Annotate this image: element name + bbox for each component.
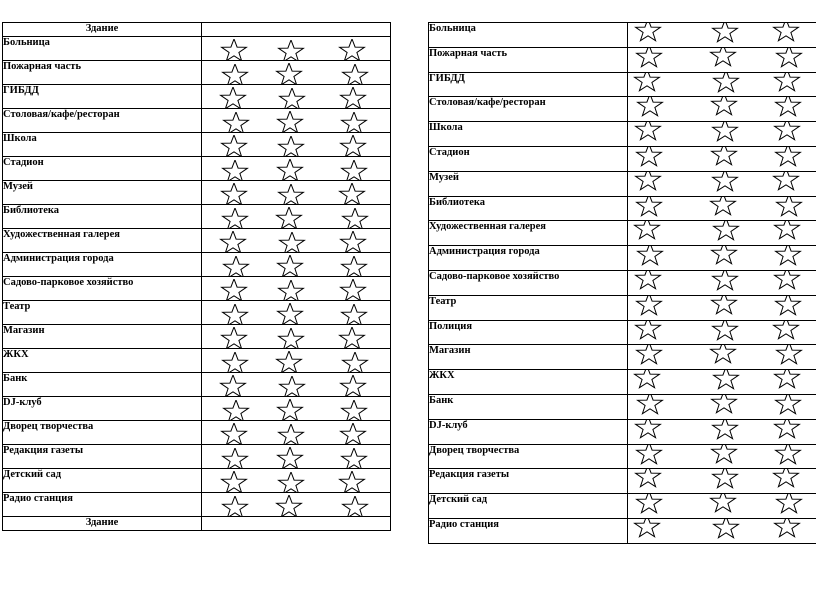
star-icon[interactable] [707,419,743,443]
star-rating[interactable] [628,494,816,519]
star-icon[interactable] [272,447,308,469]
star-icon[interactable] [705,494,741,517]
table-row [429,196,816,221]
star-icon[interactable] [216,135,252,157]
star-icon[interactable] [768,469,804,492]
table-row [3,469,391,493]
star-icon[interactable] [631,196,667,220]
star-icon[interactable] [215,87,251,109]
star-icon[interactable] [217,448,253,469]
star-icon[interactable] [705,196,741,219]
star-icon[interactable] [335,375,371,397]
star-rating[interactable] [628,345,816,370]
star-rating[interactable] [202,37,391,61]
star-icon[interactable] [272,159,308,181]
star-icon[interactable] [707,23,743,47]
star-icon[interactable] [769,370,805,393]
star-icon[interactable] [334,327,370,349]
star-rating[interactable] [202,253,391,277]
star-rating[interactable] [202,325,391,349]
star-icon[interactable] [217,64,253,85]
star-rating[interactable] [628,320,816,345]
building-name: Стадион [429,146,628,171]
table-row [3,349,391,373]
star-icon[interactable] [631,146,667,170]
star-icon[interactable] [631,295,667,319]
star-icon[interactable] [770,97,806,121]
table-row [429,221,816,246]
star-icon[interactable] [337,208,373,229]
star-rating[interactable] [628,394,816,419]
star-icon[interactable] [215,231,251,253]
star-rating[interactable] [628,419,816,444]
table-row [3,229,391,253]
building-name: Администрация города [3,253,202,277]
star-icon[interactable] [770,444,806,468]
star-rating[interactable] [628,122,816,147]
star-rating[interactable] [628,196,816,221]
table-row [3,133,391,157]
building-name: Театр [429,295,628,320]
table-row [3,157,391,181]
building-name: Больница [3,37,202,61]
column-footer-building: Здание [3,517,202,531]
star-rating[interactable] [202,109,391,133]
building-name: ЖКХ [429,370,628,395]
table-row [3,445,391,469]
star-icon[interactable] [272,399,308,421]
star-icon[interactable] [272,303,308,325]
star-icon[interactable] [630,270,666,293]
star-icon[interactable] [769,419,805,442]
building-name: ГИБДД [3,85,202,109]
star-icon[interactable] [769,122,805,145]
building-name: Библиотека [429,196,628,221]
building-name: Дворец творчества [429,444,628,469]
building-name: Художественная галерея [3,229,202,253]
star-icon[interactable] [631,444,667,468]
star-icon[interactable] [630,122,666,145]
table-row [3,205,391,229]
table-header-row [3,23,391,37]
star-icon[interactable] [706,295,742,318]
building-name: Музей [429,171,628,196]
star-icon[interactable] [337,64,373,85]
column-header-building: Здание [3,23,202,37]
star-icon[interactable] [770,146,806,170]
star-icon[interactable] [771,196,807,220]
star-icon[interactable] [216,39,252,61]
star-icon[interactable] [217,496,253,517]
building-name: Театр [3,301,202,325]
star-icon[interactable] [217,208,253,229]
star-icon[interactable] [218,112,254,133]
table-row [3,493,391,517]
star-icon[interactable] [273,184,309,205]
building-name: Стадион [3,157,202,181]
building-name: Редакция газеты [429,469,628,494]
table-footer-row [3,517,391,531]
star-icon[interactable] [336,400,372,421]
star-icon[interactable] [707,122,743,146]
star-icon[interactable] [706,394,742,417]
star-icon[interactable] [336,160,372,181]
column-header-rating [202,23,391,37]
star-icon[interactable] [630,23,666,46]
table-row [3,181,391,205]
table-row [429,370,816,395]
table-row [429,518,816,543]
star-icon[interactable] [217,304,253,325]
star-icon[interactable] [769,270,805,293]
star-rating[interactable] [202,373,391,397]
star-icon[interactable] [708,72,744,96]
table-row [3,301,391,325]
star-icon[interactable] [771,494,807,518]
table-row [429,469,816,494]
table-row [429,419,816,444]
building-name: Столовая/кафе/ресторан [429,97,628,122]
star-icon[interactable] [708,518,744,542]
star-icon[interactable] [630,419,666,442]
star-icon[interactable] [770,295,806,319]
building-name: Детский сад [429,494,628,519]
star-rating[interactable] [628,171,816,196]
star-icon[interactable] [274,376,310,397]
star-icon[interactable] [335,231,371,253]
table-row [3,373,391,397]
star-rating[interactable] [628,270,816,295]
star-icon[interactable] [707,171,743,195]
table-row [429,444,816,469]
table-row [429,270,816,295]
star-icon[interactable] [217,160,253,181]
star-icon[interactable] [273,424,309,445]
building-name: Редакция газеты [3,445,202,469]
star-icon[interactable] [632,394,668,418]
right-rating-table [428,22,816,544]
star-rating[interactable] [628,469,816,494]
building-name: Школа [3,133,202,157]
building-name: Детский сад [3,469,202,493]
building-name: Художественная галерея [429,221,628,246]
star-icon[interactable] [768,23,804,46]
star-rating[interactable] [202,61,391,85]
star-icon[interactable] [334,471,370,493]
star-icon[interactable] [706,146,742,169]
star-icon[interactable] [630,171,666,194]
table-row [429,122,816,147]
star-icon[interactable] [707,270,743,294]
building-name: Радио станция [429,518,628,543]
star-icon[interactable] [336,448,372,469]
star-icon[interactable] [769,72,805,95]
table-row [3,109,391,133]
building-name: Администрация города [429,246,628,271]
building-name: Полиция [429,320,628,345]
star-icon[interactable] [771,345,807,369]
table-row [429,72,816,97]
star-icon[interactable] [632,97,668,121]
star-icon[interactable] [632,246,668,270]
star-rating[interactable] [202,229,391,253]
star-icon[interactable] [218,400,254,421]
star-icon[interactable] [770,246,806,270]
building-name: Садово-парковое хозяйство [3,277,202,301]
table-row [429,23,816,48]
star-icon[interactable] [768,320,804,343]
table-row [429,494,816,519]
star-icon[interactable] [215,375,251,397]
star-icon[interactable] [271,351,307,373]
star-icon[interactable] [335,135,371,157]
star-icon[interactable] [706,246,742,269]
star-rating[interactable] [202,445,391,469]
building-name: Пожарная часть [429,47,628,72]
star-rating[interactable] [202,469,391,493]
star-icon[interactable] [708,370,744,394]
star-rating[interactable] [628,246,816,271]
star-icon[interactable] [707,320,743,344]
column-footer-rating [202,517,391,531]
table-row [429,246,816,271]
star-icon[interactable] [769,518,805,541]
star-rating[interactable] [628,295,816,320]
star-rating[interactable] [202,301,391,325]
star-icon[interactable] [334,39,370,61]
star-icon[interactable] [707,469,743,493]
star-rating[interactable] [628,47,816,72]
star-icon[interactable] [273,328,309,349]
star-icon[interactable] [335,279,371,301]
building-name: Магазин [3,325,202,349]
star-icon[interactable] [337,496,373,517]
star-rating[interactable] [628,23,816,48]
building-name: Радио станция [3,493,202,517]
star-rating[interactable] [628,72,816,97]
star-icon[interactable] [216,327,252,349]
star-icon[interactable] [272,111,308,133]
building-name: Банк [429,394,628,419]
star-icon[interactable] [705,345,741,368]
star-icon[interactable] [631,494,667,518]
table-row [3,37,391,61]
star-icon[interactable] [274,232,310,253]
star-icon[interactable] [629,221,665,244]
star-rating[interactable] [628,518,816,543]
star-icon[interactable] [706,97,742,120]
star-rating[interactable] [202,397,391,421]
star-icon[interactable] [273,136,309,157]
star-rating[interactable] [202,421,391,445]
star-icon[interactable] [271,207,307,229]
table-row [3,61,391,85]
building-name: Больница [429,23,628,48]
star-icon[interactable] [216,423,252,445]
star-rating[interactable] [202,85,391,109]
star-rating[interactable] [202,205,391,229]
star-icon[interactable] [769,221,805,244]
table-row [3,85,391,109]
star-icon[interactable] [771,47,807,71]
star-icon[interactable] [335,423,371,445]
star-icon[interactable] [336,304,372,325]
star-rating[interactable] [628,444,816,469]
star-rating[interactable] [628,146,816,171]
table-row [429,97,816,122]
table-row [3,253,391,277]
star-icon[interactable] [218,256,254,277]
star-rating[interactable] [628,221,816,246]
star-icon[interactable] [705,47,741,70]
star-rating[interactable] [628,97,816,122]
star-rating[interactable] [202,277,391,301]
star-icon[interactable] [629,518,665,541]
table-row [429,146,816,171]
building-name: Музей [3,181,202,205]
building-name: Библиотека [3,205,202,229]
star-icon[interactable] [273,280,309,301]
building-name: DJ-клуб [429,419,628,444]
star-icon[interactable] [216,183,252,205]
star-icon[interactable] [770,394,806,418]
table-row [429,295,816,320]
star-icon[interactable] [271,495,307,517]
building-name: Садово-парковое хозяйство [429,270,628,295]
left-rating-table [2,22,391,531]
building-name: Столовая/кафе/ресторан [3,109,202,133]
star-icon[interactable] [630,320,666,343]
table-row [3,397,391,421]
building-name: Пожарная часть [3,61,202,85]
star-icon[interactable] [335,87,371,109]
table-row [429,345,816,370]
building-name: ЖКХ [3,349,202,373]
table-row [429,320,816,345]
building-name: Банк [3,373,202,397]
star-rating[interactable] [202,181,391,205]
building-name: DJ-клуб [3,397,202,421]
star-icon[interactable] [629,370,665,393]
building-name: Магазин [429,345,628,370]
star-icon[interactable] [273,472,309,493]
table-row [429,47,816,72]
star-rating[interactable] [202,493,391,517]
star-icon[interactable] [708,221,744,245]
star-rating[interactable] [628,370,816,395]
building-name: Дворец творчества [3,421,202,445]
table-row [3,325,391,349]
star-rating[interactable] [202,133,391,157]
building-name: ГИБДД [429,72,628,97]
star-icon[interactable] [629,72,665,95]
star-icon[interactable] [337,352,373,373]
table-row [429,394,816,419]
table-row [3,421,391,445]
star-icon[interactable] [272,255,308,277]
table-row [429,171,816,196]
star-icon[interactable] [630,469,666,492]
star-rating[interactable] [202,157,391,181]
table-row [3,277,391,301]
star-icon[interactable] [273,40,309,61]
star-icon[interactable] [336,256,372,277]
building-name: Школа [429,122,628,147]
star-icon[interactable] [631,345,667,369]
star-icon[interactable] [216,279,252,301]
star-icon[interactable] [217,352,253,373]
star-icon[interactable] [706,444,742,467]
star-icon[interactable] [631,47,667,71]
star-rating[interactable] [202,349,391,373]
star-icon[interactable] [334,183,370,205]
star-icon[interactable] [271,63,307,85]
star-icon[interactable] [274,88,310,109]
star-icon[interactable] [336,112,372,133]
star-icon[interactable] [768,171,804,194]
star-icon[interactable] [216,471,252,493]
